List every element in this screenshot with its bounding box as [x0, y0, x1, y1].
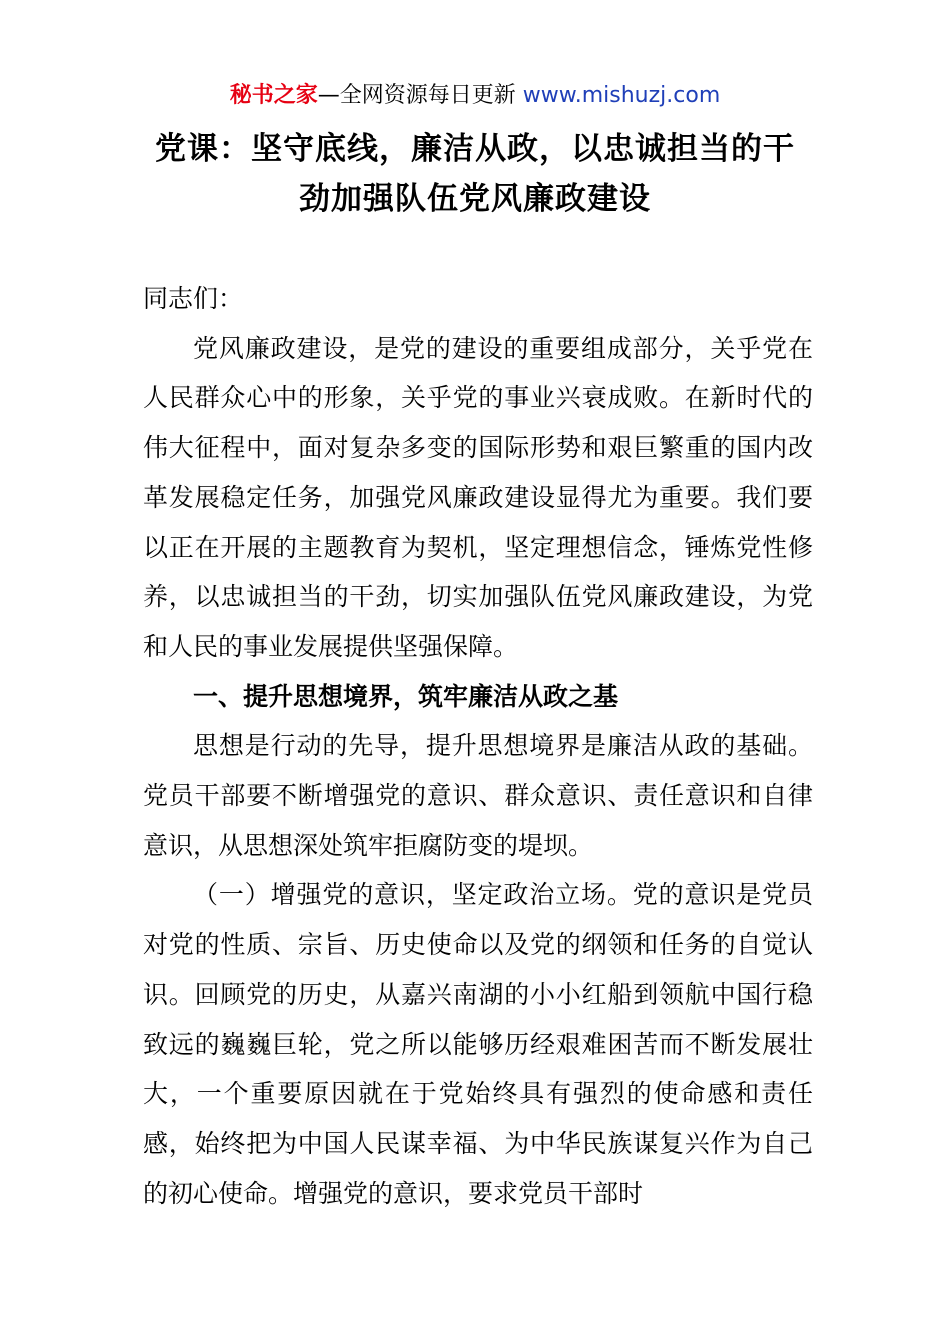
document-title-line-2: 劲加强队伍党风廉政建设	[299, 181, 651, 217]
salutation: 同志们：	[143, 284, 244, 313]
document-title	[120, 124, 830, 224]
site-url-link[interactable]: www.mishuzj.com	[522, 83, 721, 108]
body-paragraph-section-1: 思想是行动的先导，提升思想境界是廉洁从政的基础。党员干部要不断增强党的意识、群众意识、责任意识和自律意识，从思想深处筑牢拒腐防变的堤坝。	[143, 731, 813, 860]
section-heading-1: 一、提升思想境界，筑牢廉洁从政之基	[193, 681, 619, 711]
site-brand: 秘书之家	[229, 83, 318, 108]
document-body	[143, 274, 813, 1218]
document-title-line-1: 党课：坚守底线，廉洁从政，以忠诚担当的干	[155, 131, 795, 167]
body-paragraph-subsection-1: （一）增强党的意识，坚定政治立场。党的意识是党员对党的性质、宗旨、历史使命以及党的纲领和任务的自觉认识。回顾党的历史，从嘉兴南湖的小小红船到领航中国行稳致远的巍巍巨轮，党之所以能够历经艰难困苦而不断发展壮大，一个重要原因就在于党始终具有强烈的使命感和责任感，始终把为中国人民谋幸福、为中华民族谋复兴作为自己的初心使命。增强党的意识，要求党员干部时	[143, 880, 813, 1208]
body-paragraph-intro: 党风廉政建设，是党的建设的重要组成部分，关乎党在人民群众心中的形象，关乎党的事业兴衰成败。在新时代的伟大征程中，面对复杂多变的国际形势和艰巨繁重的国内改革发展稳定任务，加强党风廉政建设显得尤为重要。我们要以正在开展的主题教育为契机，坚定理想信念，锤炼党性修养，以忠诚担当的干劲，切实加强队伍党风廉政建设，为党和人民的事业发展提供坚强保障。	[143, 333, 813, 661]
site-tagline: —全网资源每日更新	[317, 83, 523, 108]
site-header	[0, 80, 950, 112]
